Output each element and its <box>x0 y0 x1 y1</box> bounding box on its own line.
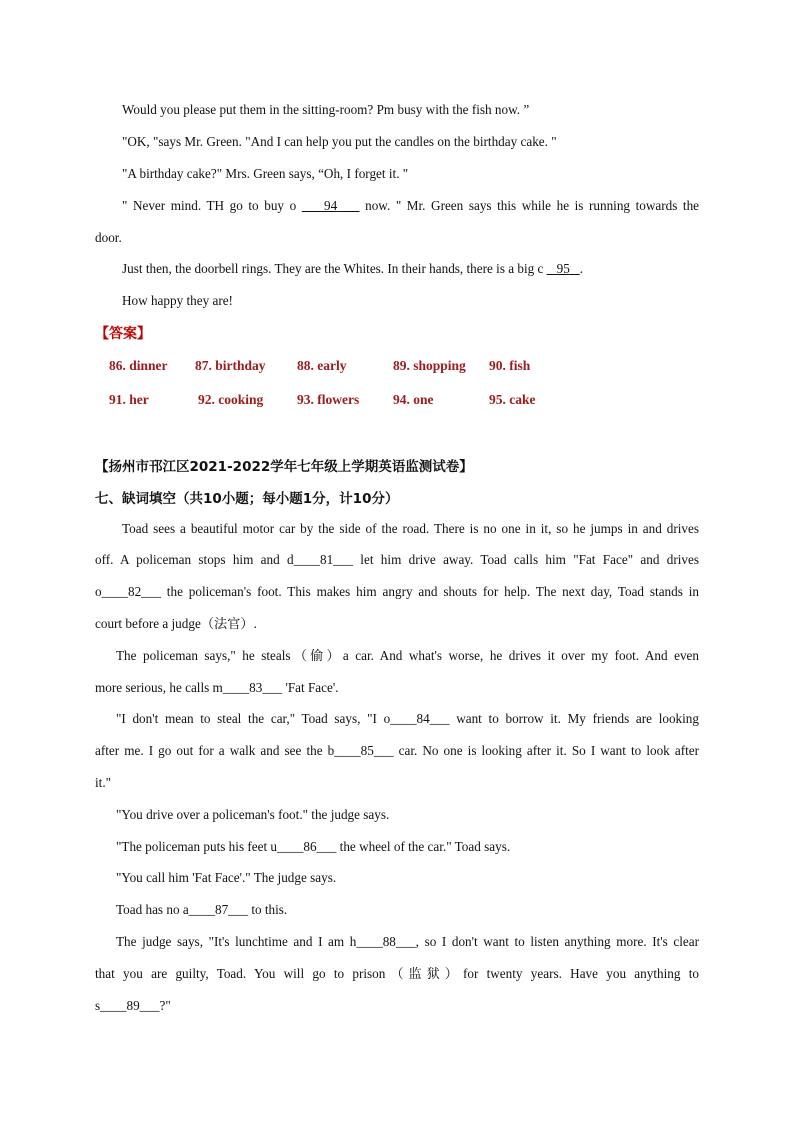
passage2-line-2: off. A policeman stops him and d____81___ let him drive away. Toad calls him "Fat Face" and drives <box>95 552 699 567</box>
answer-94: 94. one <box>393 392 434 407</box>
answer-90: 90. fish <box>489 358 531 373</box>
passage2-line-6: more serious, he calls m____83___ 'Fat Face'. <box>95 680 339 695</box>
passage2-line-10: "You drive over a policeman's foot." the judge says. <box>116 807 390 822</box>
passage2-line-16: s____89___?" <box>95 998 171 1013</box>
passage2-line-9: it." <box>95 775 112 790</box>
blank-number: 95 <box>556 261 570 276</box>
passage2-line-4: court before a judge（法官）. <box>95 616 257 631</box>
passage1-line-7: How happy they are! <box>122 293 233 308</box>
answer-93: 93. flowers <box>297 392 360 407</box>
passage1-line-3: "A birthday cake?" Mrs. Green says, “Oh, I forget it. " <box>122 166 409 181</box>
passage2-line-3: o____82___ the policeman's foot. This makes him angry and shouts for help. The next day, Toad stands in <box>95 584 699 599</box>
answer-91: 91. her <box>109 392 149 407</box>
passage2-line-11: "The policeman puts his feet u____86___ the wheel of the car." Toad says. <box>116 839 511 854</box>
passage2-line-12: "You call him 'Fat Face'." The judge says. <box>116 870 337 885</box>
passage1-line-4 <box>122 196 699 216</box>
passage2-line-7: "I don't mean to steal the car," Toad says, "I o____84___ want to borrow it. My friends are looking <box>116 711 699 726</box>
blank-number: 94 <box>324 198 338 213</box>
text-segment: . <box>579 261 583 276</box>
answer-95: 95. cake <box>489 392 536 407</box>
source-heading: 【扬州市邗江区2021-2022学年七年级上学期英语监测试卷】 <box>95 459 473 475</box>
answer-87: 87. birthday <box>195 358 266 373</box>
text-segment: " Never mind. TH go to buy o <box>122 198 297 213</box>
answer-86: 86. dinner <box>109 358 168 373</box>
text-segment: now. " Mr. Green says this while he is running towards the <box>365 198 700 213</box>
answer-heading: 【答案】 <box>95 326 151 342</box>
passage1-line-5: door. <box>95 230 122 245</box>
passage2-line-15: that you are guilty, Toad. You will go to prison（监狱）for twenty years. Have you anything to <box>95 966 699 981</box>
text-segment: Just then, the doorbell rings. They are the Whites. In their hands, there is a big c <box>122 261 544 276</box>
answer-89: 89. shopping <box>393 358 466 373</box>
passage1-line-2: "OK, "says Mr. Green. "And I can help you put the candles on the birthday cake. " <box>122 134 557 149</box>
passage1-line-1: Would you please put them in the sitting-room? Pm busy with the fish now. ” <box>122 102 530 117</box>
passage2-line-1: Toad sees a beautiful motor car by the side of the road. There is no one in it, so he jumps in and drives <box>122 521 699 536</box>
answer-88: 88. early <box>297 358 347 373</box>
answer-blank-94 <box>302 198 360 213</box>
passage1-line-6 <box>122 259 699 279</box>
passage2-line-14: The judge says, "It's lunchtime and I am h____88___, so I don't want to listen anything more. It's clear <box>116 934 699 949</box>
passage2-line-13: Toad has no a____87___ to this. <box>116 902 288 917</box>
answer-92: 92. cooking <box>198 392 264 407</box>
passage2-line-5: The policeman says," he steals（偷）a car. And what's worse, he drives it over my foot. And even <box>116 648 699 663</box>
section-heading: 七、缺词填空（共10小题；每小题1分，计10分） <box>95 491 399 507</box>
answer-blank-95 <box>547 261 580 276</box>
passage2-line-8: after me. I go out for a walk and see the b____85___ car. No one is looking after it. So I want to look after <box>95 743 699 758</box>
